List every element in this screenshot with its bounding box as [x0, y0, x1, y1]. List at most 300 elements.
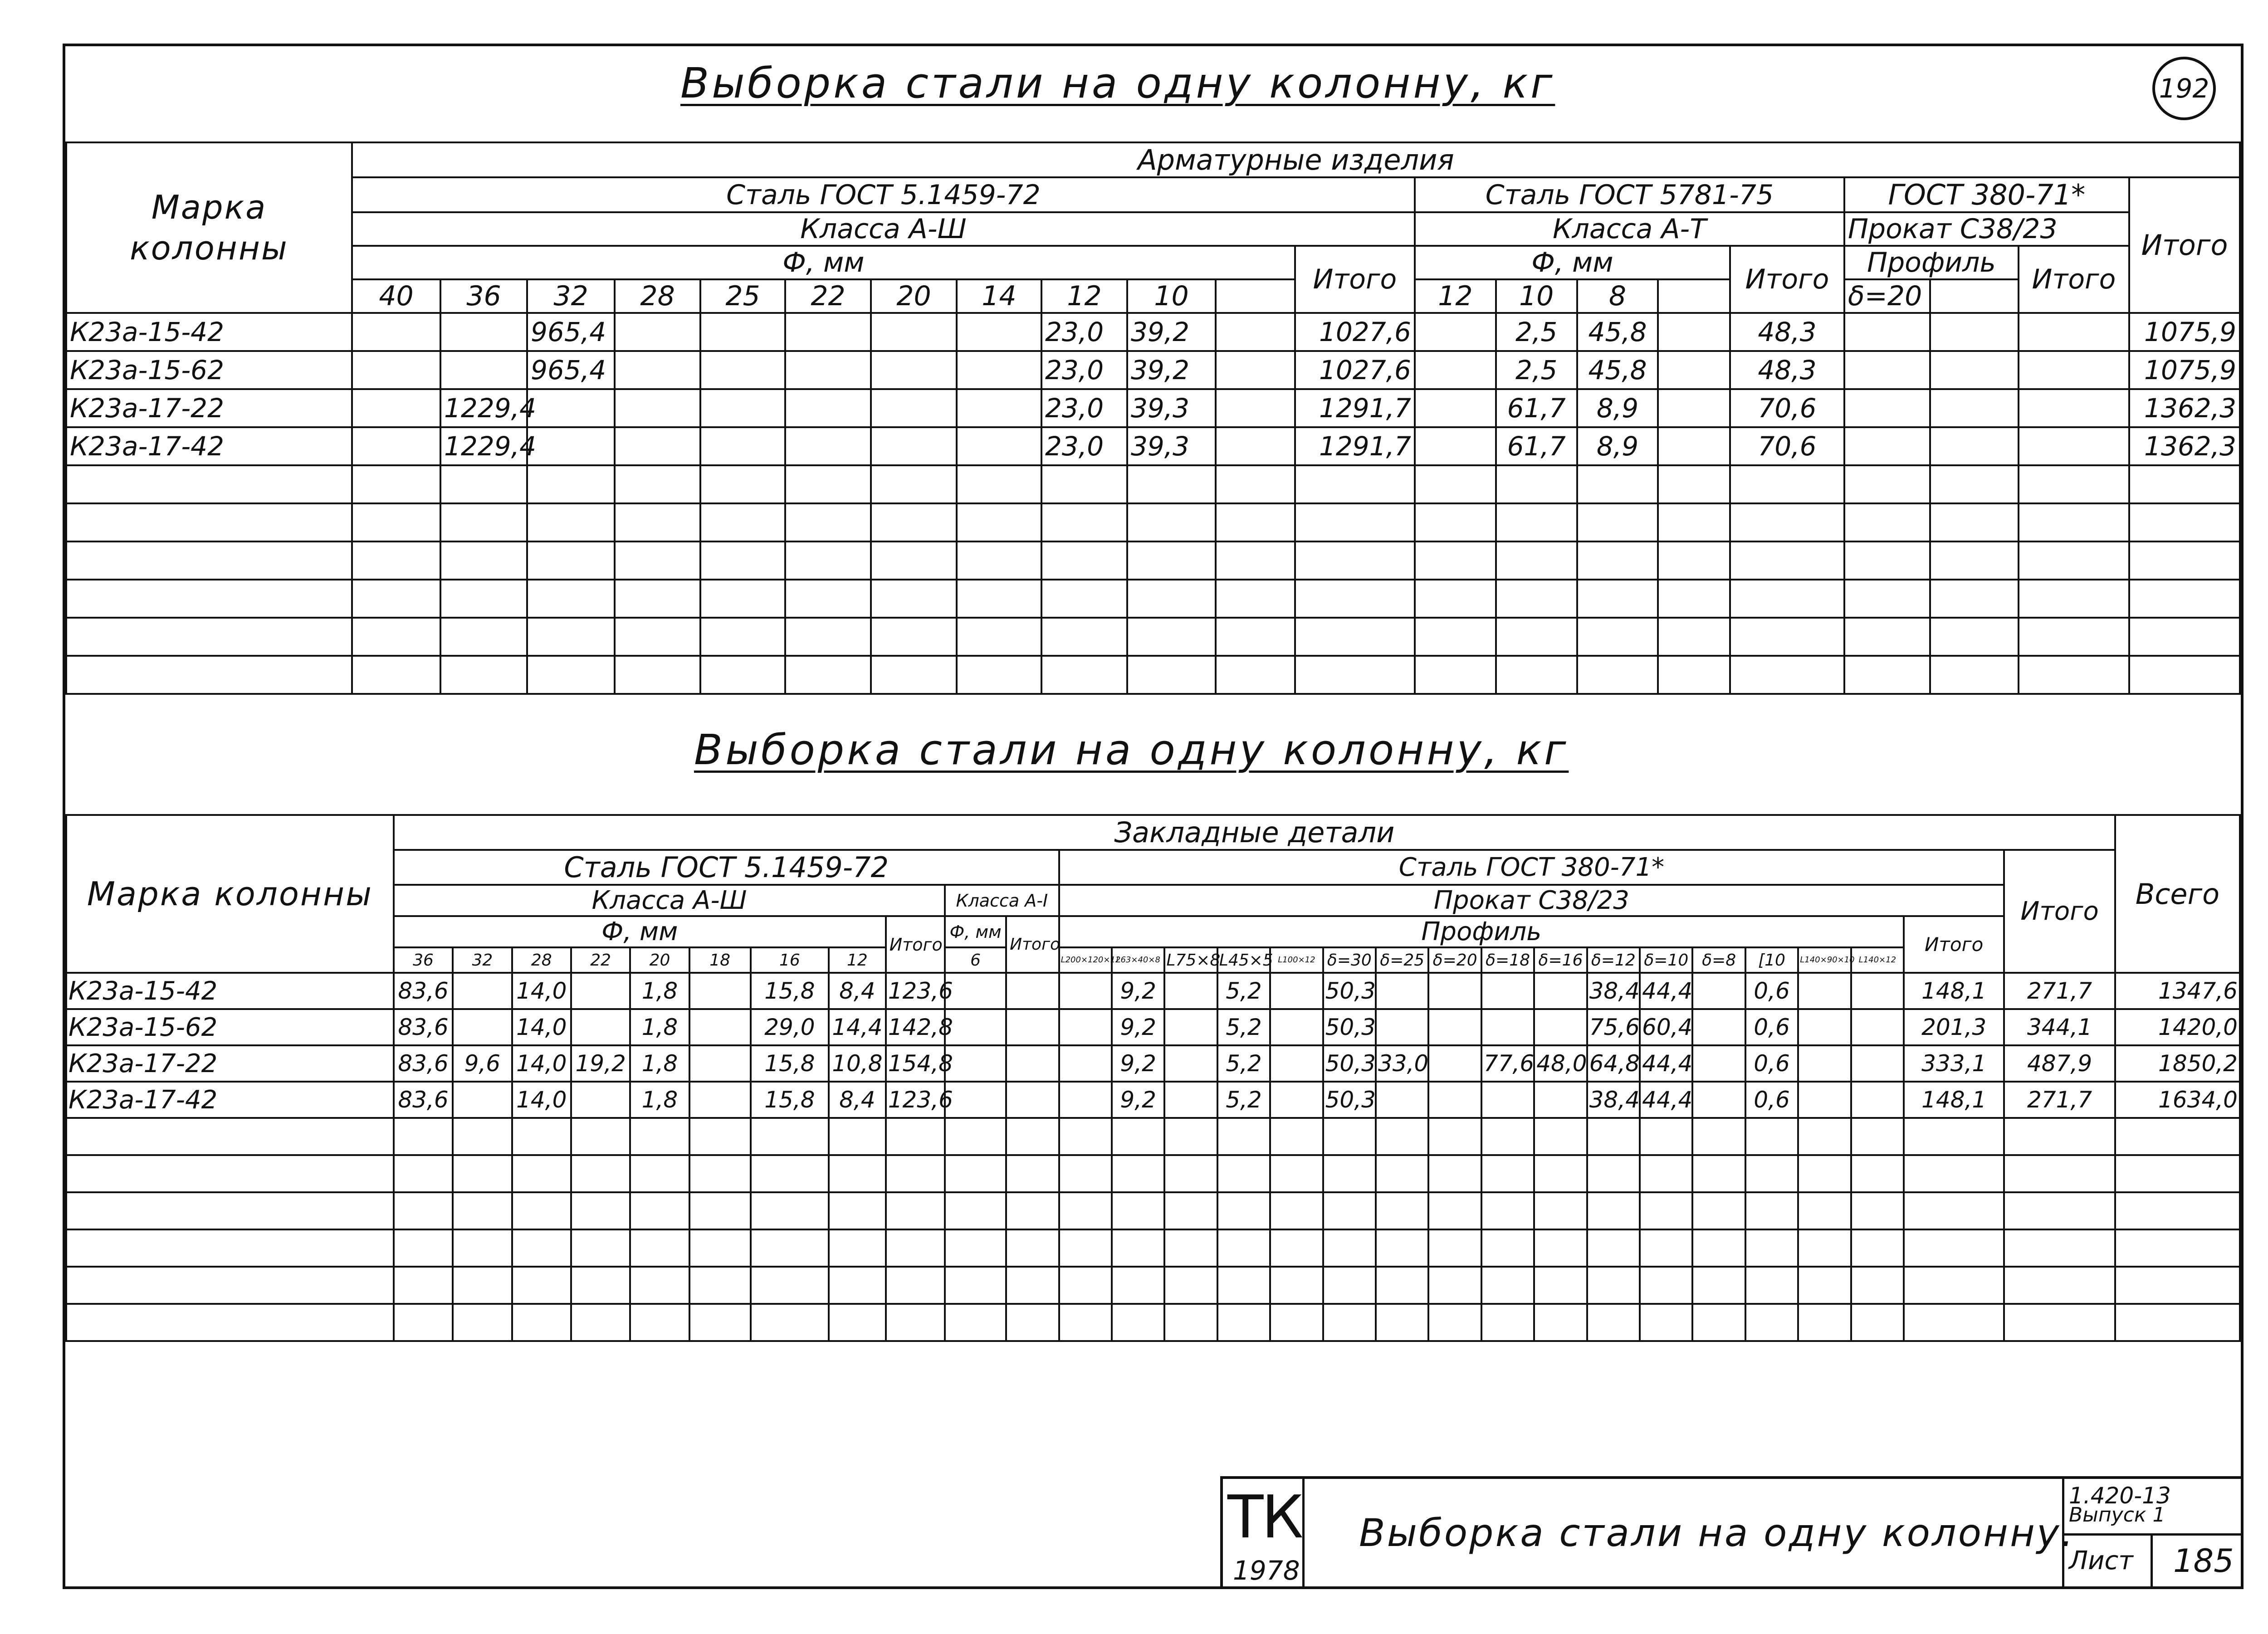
cell-value	[785, 389, 871, 427]
empty-cell	[2129, 580, 2240, 618]
t1-total2-header: Итого	[1730, 246, 1844, 313]
empty-cell	[1295, 580, 1415, 618]
empty-cell	[1481, 1304, 1534, 1341]
empty-cell	[785, 618, 871, 656]
cell-value: 5,2	[1217, 973, 1270, 1009]
empty-row	[66, 618, 2240, 656]
empty-cell	[1428, 1304, 1481, 1341]
t2-d2-col: 6	[945, 947, 1006, 973]
empty-cell	[1428, 1155, 1481, 1192]
empty-cell	[751, 1192, 829, 1229]
empty-cell	[1798, 1229, 1851, 1267]
empty-row	[66, 1118, 2240, 1155]
cell-value: 15,8	[751, 973, 829, 1009]
table-row	[66, 427, 2240, 465]
cell-value: 23,0	[1041, 351, 1127, 389]
empty-cell	[1216, 503, 1295, 541]
cell-value	[1481, 973, 1534, 1009]
cell-value	[1059, 973, 1112, 1009]
embedded-parts-table	[65, 814, 2241, 1342]
empty-cell	[66, 1229, 394, 1267]
empty-row	[66, 541, 2240, 580]
cell-total2	[1006, 1045, 1059, 1082]
cell-value	[1692, 1045, 1745, 1082]
empty-cell	[871, 656, 957, 694]
cell-total3: 333,1	[1904, 1045, 2004, 1082]
t2-profile-col: δ=8	[1692, 947, 1745, 973]
t1-d2-col: 12	[1415, 279, 1496, 313]
row-mark: К23а-17-22	[66, 389, 352, 427]
t2-profile-col: L45×5	[1217, 947, 1270, 973]
empty-cell	[1112, 1229, 1164, 1267]
cell-value	[1844, 313, 1930, 351]
empty-cell	[751, 1304, 829, 1341]
empty-cell	[1006, 1155, 1059, 1192]
empty-cell	[871, 541, 957, 580]
empty-cell	[1127, 503, 1216, 541]
cell-total3	[2019, 313, 2129, 351]
empty-cell	[1658, 656, 1730, 694]
empty-cell	[689, 1267, 751, 1304]
cell-value: 1,8	[630, 973, 689, 1009]
empty-cell	[689, 1192, 751, 1229]
empty-cell	[1323, 1118, 1376, 1155]
empty-cell	[2004, 1118, 2115, 1155]
empty-cell	[1692, 1267, 1745, 1304]
empty-cell	[1041, 580, 1127, 618]
cell-value	[957, 427, 1041, 465]
empty-cell	[1481, 1118, 1534, 1155]
empty-cell	[886, 1229, 945, 1267]
empty-cell	[1041, 656, 1127, 694]
empty-cell	[1798, 1267, 1851, 1304]
t2-profile: Профиль	[1059, 916, 1904, 947]
cell-value: 1,8	[630, 1045, 689, 1082]
empty-cell	[1216, 580, 1295, 618]
empty-cell	[829, 1155, 886, 1192]
cell-total: 487,9	[2004, 1045, 2115, 1082]
empty-cell	[1164, 1267, 1217, 1304]
empty-cell	[453, 1304, 512, 1341]
empty-cell	[785, 541, 871, 580]
cell-value	[945, 1009, 1006, 1045]
cell-value	[1798, 1082, 1851, 1118]
empty-cell	[1587, 1192, 1640, 1229]
empty-cell	[1006, 1267, 1059, 1304]
empty-cell	[1323, 1267, 1376, 1304]
t1-d1-col: 32	[527, 279, 615, 313]
empty-cell	[1658, 580, 1730, 618]
cell-value: 14,4	[829, 1009, 886, 1045]
empty-cell	[1376, 1118, 1428, 1155]
empty-cell	[440, 580, 527, 618]
cell-value: 39,2	[1127, 351, 1216, 389]
cell-value	[1534, 973, 1587, 1009]
cell-value	[1692, 1009, 1745, 1045]
empty-cell	[2019, 541, 2129, 580]
empty-cell	[1587, 1229, 1640, 1267]
empty-cell	[1376, 1267, 1428, 1304]
cell-value	[1216, 389, 1295, 427]
cell-total-all: 1362,3	[2129, 427, 2240, 465]
cell-total2: 48,3	[1730, 351, 1844, 389]
t1-prokat: Прокат С38/23	[1844, 212, 2129, 246]
t1-total-all-header: Итого	[2129, 177, 2240, 313]
t2-profile-col: δ=12	[1587, 947, 1640, 973]
t2-prokat: Прокат С38/23	[1059, 885, 2004, 916]
cell-value	[1534, 1082, 1587, 1118]
cell-value: 50,3	[1323, 1082, 1376, 1118]
t2-profile-col: δ=25	[1376, 947, 1428, 973]
empty-cell	[1481, 1192, 1534, 1229]
empty-cell	[66, 1267, 394, 1304]
empty-row	[66, 1304, 2240, 1341]
cell-value: 14,0	[512, 1082, 571, 1118]
t1-group-header: Арматурные изделия	[352, 142, 2240, 177]
empty-row	[66, 1267, 2240, 1304]
empty-cell	[886, 1155, 945, 1192]
cell-value: 38,4	[1587, 1082, 1640, 1118]
t1-d1-col	[1216, 279, 1295, 313]
empty-cell	[1112, 1155, 1164, 1192]
empty-cell	[352, 580, 440, 618]
t1-profile: Профиль	[1844, 246, 2019, 279]
empty-cell	[2004, 1304, 2115, 1341]
cell-value	[1930, 313, 2019, 351]
empty-cell	[945, 1229, 1006, 1267]
empty-cell	[1415, 618, 1496, 656]
empty-cell	[1904, 1267, 2004, 1304]
cell-value: 44,4	[1640, 1082, 1692, 1118]
empty-cell	[1745, 1304, 1798, 1341]
empty-cell	[1127, 618, 1216, 656]
empty-cell	[1851, 1304, 1904, 1341]
empty-cell	[440, 503, 527, 541]
cell-value	[1851, 1082, 1904, 1118]
t2-profile-col: δ=10	[1640, 947, 1692, 973]
t2-mark-header: Марка колонны	[66, 815, 394, 973]
empty-cell	[957, 503, 1041, 541]
cell-value: 9,6	[453, 1045, 512, 1082]
t2-profile-col: δ=16	[1534, 947, 1587, 973]
cell-value: 29,0	[751, 1009, 829, 1045]
empty-cell	[785, 656, 871, 694]
t1-d1-col: 14	[957, 279, 1041, 313]
cell-value	[1851, 1009, 1904, 1045]
empty-cell	[394, 1267, 453, 1304]
empty-cell	[1496, 465, 1577, 503]
empty-cell	[1059, 1118, 1112, 1155]
empty-cell	[1851, 1192, 1904, 1229]
cell-total2	[1006, 1082, 1059, 1118]
cell-value	[1216, 351, 1295, 389]
empty-cell	[1692, 1304, 1745, 1341]
t1-d1-col: 28	[615, 279, 700, 313]
empty-cell	[886, 1192, 945, 1229]
cell-value: 19,2	[571, 1045, 630, 1082]
empty-cell	[700, 618, 785, 656]
cell-value: 9,2	[1112, 1009, 1164, 1045]
cell-value	[945, 1082, 1006, 1118]
empty-cell	[440, 656, 527, 694]
cell-value: 5,2	[1217, 1045, 1270, 1082]
cell-total3: 148,1	[1904, 1082, 2004, 1118]
row-mark: К23а-17-42	[66, 427, 352, 465]
cell-value: 61,7	[1496, 389, 1577, 427]
empty-cell	[689, 1155, 751, 1192]
t2-body	[66, 973, 2240, 1341]
empty-cell	[2115, 1304, 2240, 1341]
empty-cell	[829, 1267, 886, 1304]
cell-value	[871, 313, 957, 351]
cell-value: 0,6	[1745, 1082, 1798, 1118]
cell-value	[615, 313, 700, 351]
cell-value: 38,4	[1587, 973, 1640, 1009]
empty-row	[66, 465, 2240, 503]
empty-cell	[886, 1118, 945, 1155]
empty-cell	[1844, 465, 1930, 503]
cell-value	[1270, 1082, 1323, 1118]
empty-cell	[1730, 541, 1844, 580]
empty-cell	[2115, 1192, 2240, 1229]
cell-value	[957, 389, 1041, 427]
empty-cell	[615, 503, 700, 541]
empty-cell	[1112, 1192, 1164, 1229]
cell-total: 271,7	[2004, 973, 2115, 1009]
t2-d1-col: 20	[630, 947, 689, 973]
empty-cell	[689, 1229, 751, 1267]
cell-value: 2,5	[1496, 351, 1577, 389]
cell-value: 33,0	[1376, 1045, 1428, 1082]
cell-value	[1216, 313, 1295, 351]
empty-cell	[1930, 580, 2019, 618]
cell-value	[700, 389, 785, 427]
stamp-year: 1978	[1233, 1555, 1300, 1586]
cell-value	[453, 1009, 512, 1045]
t1-total1-header: Итого	[1295, 246, 1415, 313]
empty-cell	[1481, 1267, 1534, 1304]
empty-cell	[453, 1192, 512, 1229]
t1-d1-col: 25	[700, 279, 785, 313]
empty-cell	[453, 1118, 512, 1155]
cell-value	[1428, 1082, 1481, 1118]
cell-value	[1428, 973, 1481, 1009]
empty-cell	[615, 618, 700, 656]
cell-value	[689, 1045, 751, 1082]
cell-value	[1428, 1045, 1481, 1082]
empty-cell	[689, 1118, 751, 1155]
empty-cell	[1640, 1155, 1692, 1192]
cell-value: 23,0	[1041, 427, 1127, 465]
empty-cell	[1295, 618, 1415, 656]
cell-value	[1376, 1082, 1428, 1118]
empty-cell	[2019, 618, 2129, 656]
cell-value	[1534, 1009, 1587, 1045]
empty-cell	[1481, 1155, 1534, 1192]
empty-cell	[700, 503, 785, 541]
cell-value	[1692, 973, 1745, 1009]
cell-value: 0,6	[1745, 1045, 1798, 1082]
cell-value: 9,2	[1112, 973, 1164, 1009]
empty-cell	[66, 618, 352, 656]
cell-value	[957, 351, 1041, 389]
cell-value: 965,4	[527, 351, 615, 389]
t2-profile-col: L200×120×12	[1059, 947, 1112, 973]
t2-profile-col: [10	[1745, 947, 1798, 973]
empty-cell	[1376, 1192, 1428, 1229]
cell-value	[1658, 351, 1730, 389]
cell-value: 14,0	[512, 1009, 571, 1045]
empty-cell	[1658, 503, 1730, 541]
empty-cell	[1692, 1155, 1745, 1192]
empty-cell	[1904, 1229, 2004, 1267]
cell-total-all: 1075,9	[2129, 313, 2240, 351]
cell-value: 8,4	[829, 1082, 886, 1118]
cell-value	[527, 389, 615, 427]
empty-cell	[2004, 1155, 2115, 1192]
empty-cell	[1270, 1267, 1323, 1304]
cell-value	[352, 427, 440, 465]
empty-cell	[1112, 1304, 1164, 1341]
empty-cell	[1217, 1155, 1270, 1192]
cell-total3: 148,1	[1904, 973, 2004, 1009]
empty-cell	[1930, 465, 2019, 503]
table-row	[66, 1082, 2240, 1118]
cell-value: 15,8	[751, 1082, 829, 1118]
cell-value	[453, 1082, 512, 1118]
empty-cell	[1496, 656, 1577, 694]
cell-value	[871, 351, 957, 389]
empty-cell	[945, 1267, 1006, 1304]
empty-cell	[512, 1155, 571, 1192]
cell-total3: 201,3	[1904, 1009, 2004, 1045]
empty-cell	[352, 656, 440, 694]
stamp-sheet-number: 185	[2173, 1542, 2234, 1580]
empty-row	[66, 1155, 2240, 1192]
empty-cell	[66, 1304, 394, 1341]
cell-value: 0,6	[1745, 1009, 1798, 1045]
t2-total3-header: Итого	[1904, 916, 2004, 973]
cell-value: 64,8	[1587, 1045, 1640, 1082]
cell-value: 8,4	[829, 973, 886, 1009]
empty-cell	[571, 1192, 630, 1229]
table-row	[66, 351, 2240, 389]
cell-value	[1844, 389, 1930, 427]
empty-cell	[1217, 1267, 1270, 1304]
empty-cell	[829, 1192, 886, 1229]
cell-value	[785, 427, 871, 465]
cell-value	[1930, 389, 2019, 427]
cell-value	[1164, 1082, 1217, 1118]
empty-cell	[1428, 1118, 1481, 1155]
t2-d1-col: 36	[394, 947, 453, 973]
empty-cell	[2019, 465, 2129, 503]
cell-value: 50,3	[1323, 973, 1376, 1009]
empty-cell	[871, 618, 957, 656]
empty-cell	[1930, 541, 2019, 580]
empty-cell	[1577, 580, 1658, 618]
empty-cell	[1587, 1304, 1640, 1341]
empty-cell	[453, 1267, 512, 1304]
cell-value: 8,9	[1577, 389, 1658, 427]
empty-cell	[1041, 618, 1127, 656]
cell-total1: 1291,7	[1295, 389, 1415, 427]
empty-cell	[1730, 465, 1844, 503]
empty-cell	[1730, 580, 1844, 618]
t1-total3-header: Итого	[2019, 246, 2129, 313]
t1-class2: Класса А-Т	[1415, 212, 1844, 246]
empty-cell	[394, 1229, 453, 1267]
cell-value: 965,4	[527, 313, 615, 351]
empty-cell	[66, 1192, 394, 1229]
empty-cell	[1295, 656, 1415, 694]
empty-cell	[751, 1118, 829, 1155]
cell-value	[1164, 1009, 1217, 1045]
cell-total2: 70,6	[1730, 427, 1844, 465]
empty-cell	[1059, 1267, 1112, 1304]
empty-cell	[2004, 1192, 2115, 1229]
empty-cell	[630, 1229, 689, 1267]
empty-cell	[1217, 1304, 1270, 1341]
empty-cell	[352, 465, 440, 503]
t2-steel1: Сталь ГОСТ 5.1459-72	[394, 850, 1059, 885]
empty-cell	[1930, 656, 2019, 694]
empty-cell	[453, 1229, 512, 1267]
empty-cell	[871, 503, 957, 541]
cell-value	[352, 389, 440, 427]
empty-cell	[2115, 1229, 2240, 1267]
cell-value	[440, 351, 527, 389]
cell-value	[957, 313, 1041, 351]
cell-value	[1059, 1045, 1112, 1082]
empty-cell	[1112, 1118, 1164, 1155]
empty-cell	[615, 465, 700, 503]
t1-d2-col: 8	[1577, 279, 1658, 313]
empty-cell	[394, 1304, 453, 1341]
empty-cell	[1904, 1118, 2004, 1155]
empty-cell	[871, 465, 957, 503]
cell-value: 77,6	[1481, 1045, 1534, 1082]
empty-cell	[1730, 656, 1844, 694]
empty-cell	[1587, 1155, 1640, 1192]
empty-cell	[1127, 465, 1216, 503]
empty-cell	[1164, 1192, 1217, 1229]
t2-profile-col: L100×12	[1270, 947, 1323, 973]
cell-value: 39,2	[1127, 313, 1216, 351]
empty-cell	[66, 1118, 394, 1155]
empty-cell	[615, 656, 700, 694]
cell-value: 10,8	[829, 1045, 886, 1082]
cell-value	[571, 1009, 630, 1045]
empty-cell	[1496, 618, 1577, 656]
empty-cell	[2115, 1267, 2240, 1304]
page-number-circle: 192	[2152, 57, 2216, 120]
empty-cell	[1164, 1118, 1217, 1155]
empty-cell	[1745, 1229, 1798, 1267]
empty-cell	[1217, 1118, 1270, 1155]
empty-cell	[945, 1192, 1006, 1229]
t1-d2-col: 10	[1496, 279, 1577, 313]
empty-cell	[1844, 580, 1930, 618]
cell-value	[785, 313, 871, 351]
empty-cell	[1481, 1229, 1534, 1267]
empty-cell	[1904, 1192, 2004, 1229]
cell-value	[1059, 1009, 1112, 1045]
cell-value: 23,0	[1041, 313, 1127, 351]
empty-cell	[1415, 465, 1496, 503]
empty-row	[66, 503, 2240, 541]
t2-group-header: Закладные детали	[394, 815, 2115, 850]
